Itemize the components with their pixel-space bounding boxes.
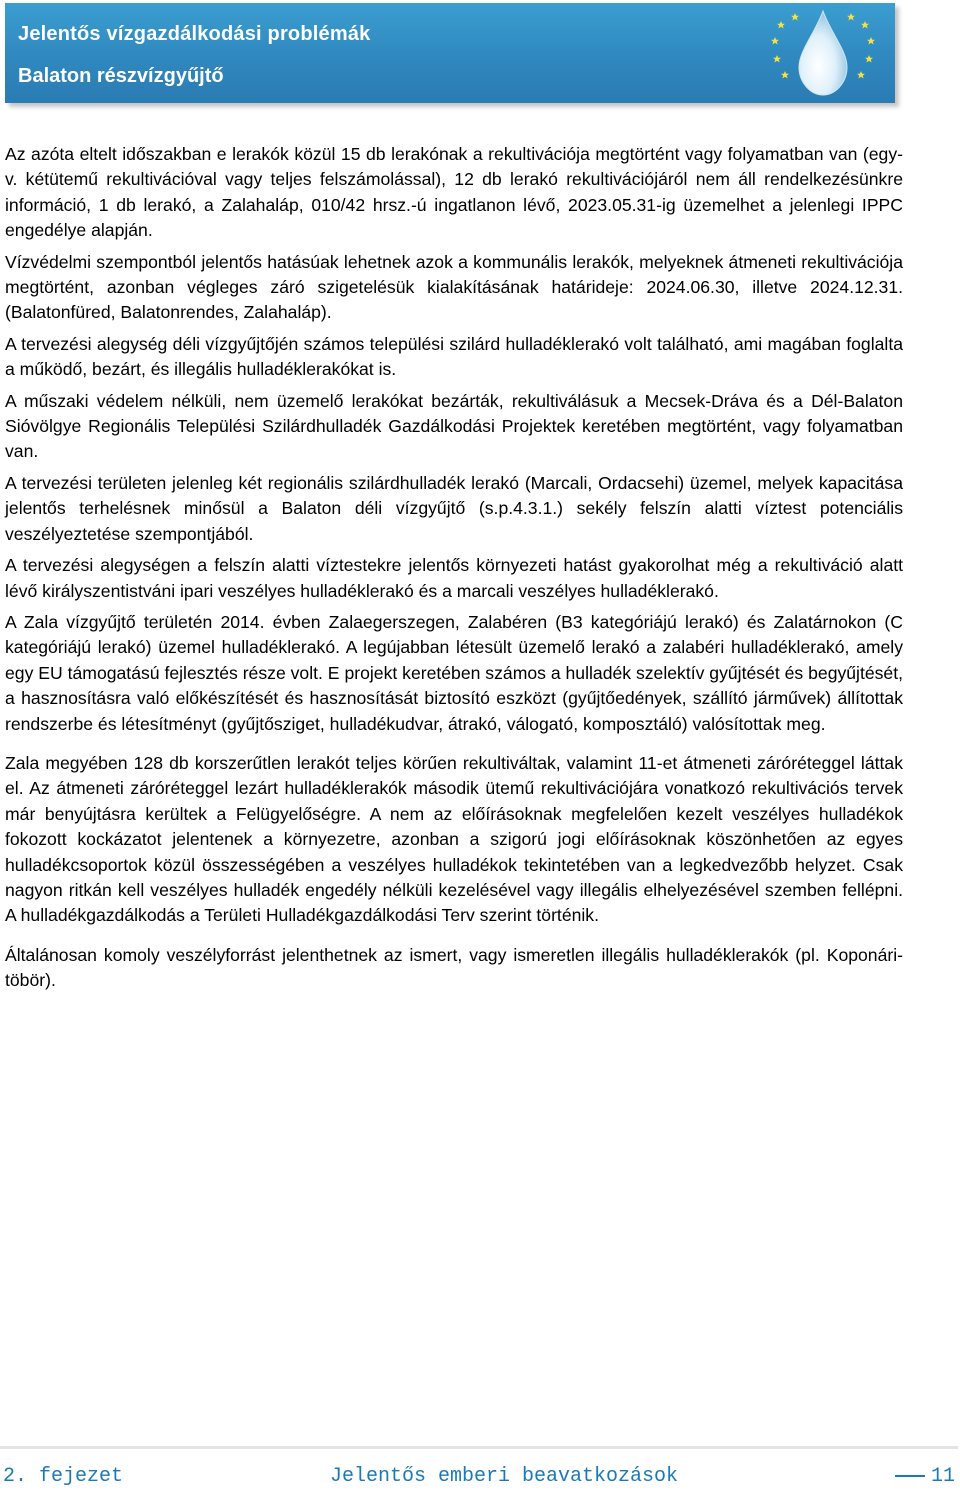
paragraph: Zala megyében 128 db korszerűtlen lerakót teljes körűen rekultiváltak, valamint 11-et átmeneti záróréteggel láttak el. Az átmeneti záróréteggel lezárt hulladéklerakók második ütemű rekultivációjára vonatkozó rekultivációs tervek már benyújtásra kerültek a Felügyelőségre. A nem az előírásoknak megfelelően kezelt veszélyes hulladékok fokozott kockázatot jelentenek a környezetre, azonban a szigorú jogi előírásoknak köszönhetően az egyes hulladékcsoportok közül összességében a veszélyes hulladékok tekintetében van a legkedvezőbb helyzet. Csak nagyon ritkán kell veszélyes hulladék engedély nélküli kezelésével vagy illegális elhelyezésével szemben fellépni. A hulladékgazdálkodás a Területi Hulladékgazdálkodási Terv szerint történik.	[5, 752, 903, 926]
page-footer	[3, 1465, 955, 1489]
paragraph: Vízvédelmi szempontból jelentős hatásúak lehetnek azok a kommunális lerakók, melyeknek átmeneti rekultivációja megtörtént, azonban végleges záró szigetelésük kialakításának határideje: 2024.06.30, illetve 2024.12.31. (Balatonfüred, Balatonrendes, Zalahaláp).	[5, 251, 903, 323]
paragraph: A tervezési területen jelenleg két regionális szilárdhulladék lerakó (Marcali, Ordacsehi) üzemel, melyek kapacitása jelentős terhelésnek minősül a Balaton déli vízgyűjtő (s.p.4.3.1.) sekély felszín alatti víztest potenciális veszélyeztetése szempontjából.	[5, 472, 903, 544]
paragraph: A tervezési alegységen a felszín alatti víztestekre jelentős környezeti hatást gyakorolhat még a rekultiváció alatt lévő királyszentistváni ipari veszélyes hulladéklerakó és a marcali veszélyes hulladéklerakó.	[5, 555, 903, 601]
paragraph: A Zala vízgyűjtő területén 2014. évben Zalaegerszegen, Zalabéren (B3 kategóriájú lerakó) és Zalatárnokon (C kategóriájú lerakó) üzemel hulladéklerakó. A legújabban létesült üzemelő lerakó a zalabéri hulladéklerakó, amely egy EU támogatású fejlesztés része volt. E projekt keretében számos a hulladék szelektív gyűjtését és begyűjtését, a hasznosításra való előkészítését és hasznosítását biztosító eszközt (gyűjtőedények, szállító járművek) állítottak rendszerbe és létesítményt (gyűjtősziget, hulladékudvar, átrakó, válogató, komposztáló) valósítottak meg.	[5, 611, 903, 734]
paragraph: Az azóta eltelt időszakban e lerakók közül 15 db lerakónak a rekultivációja megtörtént vagy folyamatban van (egy- v. kétütemű rekultivációval vagy teljes felszámolással), 12 db lerakó rekultivációjáról nem áll rendelkezésünkre információ, 1 db lerakó, a Zalahaláp, 010/42 hrsz.-ú ingatlanon lévő, 2023.05.31-ig üzemelhet a jelenlegi IPPC engedélye alapján.	[5, 144, 903, 241]
paragraph: A tervezési alegység déli vízgyűjtőjén számos települési szilárd hulladéklerakó volt található, ami magában foglalta a működő, bezárt, és illegális hulladéklerakókat is.	[5, 333, 903, 380]
paragraph: A műszaki védelem nélküli, nem üzemelő lerakókat bezárták, rekultiválásuk a Mecsek-Dráva és a Dél-Balaton Sióvölgye Regionális Települési Szilárdhulladék Gazdálkodási Projektek keretében megtörtént, vagy folyamatban van.	[5, 390, 903, 462]
footer-page-number-wrapper	[895, 1465, 955, 1488]
footer-divider	[0, 1446, 958, 1449]
footer-chapter: 2. fejezet	[3, 1465, 124, 1488]
page-header-banner	[5, 3, 895, 103]
document-body	[5, 142, 903, 1000]
header-subtitle: Balaton részvízgyűjtő	[18, 65, 224, 87]
eu-water-drop-logo-icon	[755, 3, 891, 103]
footer-title: Jelentős emberi beavatkozások	[330, 1465, 679, 1488]
footer-dash	[895, 1475, 925, 1477]
footer-page-number: 11	[930, 1465, 955, 1488]
paragraph: Általánosan komoly veszélyforrást jelenthetnek az ismert, vagy ismeretlen illegális hulladéklerakók (pl. Koponári-töbör).	[5, 944, 903, 991]
header-title: Jelentős vízgazdálkodási problémák	[18, 23, 371, 45]
